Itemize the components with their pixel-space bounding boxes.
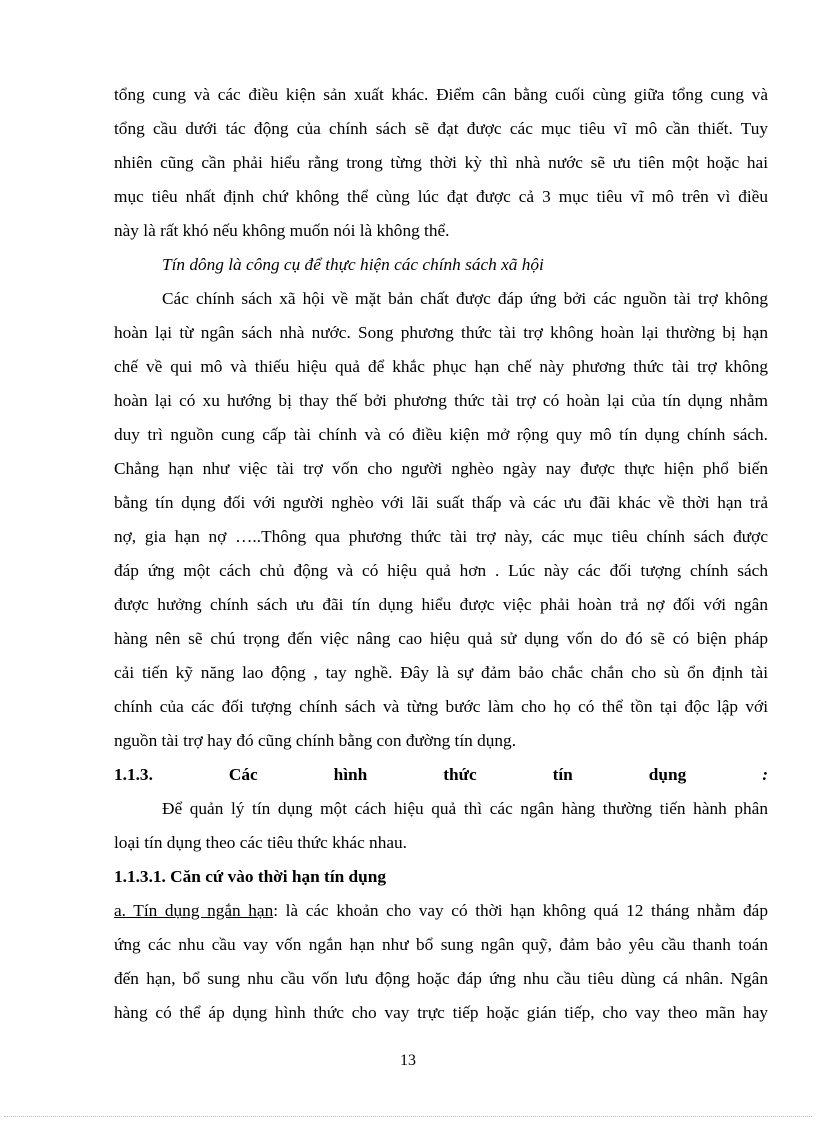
paragraph-line: được hưởng chính sách ưu đãi tín dụng hiểu được việc phải hoàn trả nợ đối với ngân	[114, 595, 768, 614]
paragraph-line: Chẳng hạn như việc tài trợ vốn cho người nghèo ngày nay được thực hiện phổ biến	[114, 459, 768, 478]
paragraph-line: hàng có thể áp dụng hình thức cho vay trực tiếp hoặc gián tiếp, cho vay theo mãn hay	[114, 1003, 768, 1022]
paragraph-line: ứng các nhu cầu vay vốn ngắn hạn như bổ sung ngân quỹ, đảm bảo yêu cầu thanh toán	[114, 935, 768, 954]
section-number: 1.1.3.	[114, 765, 153, 784]
section-word: Các	[228, 765, 258, 784]
paragraph-line: Để quản lý tín dụng một cách hiệu quả thì các ngân hàng thường tiến hành phân	[162, 799, 768, 818]
paragraph-line: chế về qui mô và thiếu hiệu quả để khắc phục hạn chế này phương thức tài trợ không	[114, 357, 768, 376]
paragraph-line: đến hạn, bổ sung nhu cầu vốn lưu động hoặc đáp ứng nhu cầu tiêu dùng cá nhân. Ngân	[114, 969, 768, 988]
paragraph-line: chính của các đối tượng chính sách và từng bước làm cho họ có thể tồn tại độc lập với	[114, 697, 768, 716]
section-word: dụng	[648, 765, 687, 784]
paragraph-line: này là rất khó nếu không muốn nói là không thể.	[114, 221, 450, 240]
section-word: thức	[443, 765, 477, 784]
page-bottom-divider	[4, 1116, 812, 1117]
paragraph-line: cải tiến kỹ năng lao động , tay nghề. Đây là sự đảm bảo chắc chắn cho sù ổn định tài	[114, 663, 768, 682]
section-word: :	[762, 765, 768, 784]
paragraph-line: đáp ứng một cách chủ động và có hiệu quả hơn . Lúc này các đối tượng chính sách	[114, 561, 768, 580]
paragraph-line: mục tiêu nhất định chứ không thể cùng lúc đạt được cả 3 mục tiêu vĩ mô trên vì điều	[114, 187, 768, 206]
term-label: a. Tín dụng ngắn hạn	[114, 901, 274, 920]
paragraph-line: hoàn lại từ ngân sách nhà nước. Song phương thức tài trợ không hoàn lại thường bị hạn	[114, 323, 768, 342]
paragraph-line: hàng nên sẽ chú trọng đến việc nâng cao hiệu quả sử dụng vốn do đó sẽ có biện pháp	[114, 629, 768, 648]
paragraph-line: Các chính sách xã hội về mặt bản chất được đáp ứng bởi các nguồn tài trợ không	[162, 289, 768, 308]
paragraph-line: nhiên cũng cần phải hiểu rằng trong từng thời kỳ thì nhà nước sẽ ưu tiên một hoặc hai	[114, 153, 768, 172]
paragraph-line: duy trì nguồn cung cấp tài chính và có điều kiện mở rộng quy mô tín dụng chính sách.	[114, 425, 768, 444]
paragraph-line: hoàn lại có xu hướng bị thay thế bởi phương thức tài trợ có hoàn lại của tín dụng nhằm	[114, 391, 768, 410]
paragraph-line: loại tín dụng theo các tiêu thức khác nhau.	[114, 833, 407, 852]
paragraph-line: nợ, gia hạn nợ …..Thông qua phương thức tài trợ này, các mục tiêu chính sách được	[114, 527, 768, 546]
paragraph-line: bằng tín dụng đối với người nghèo với lãi suất thấp và các ưu đãi khác về thời hạn trả	[114, 493, 768, 512]
paragraph-line: tổng cung và các điều kiện sản xuất khác. Điểm cân bằng cuối cùng giữa tổng cung và	[114, 85, 768, 104]
section-heading	[114, 758, 768, 792]
paragraph-line: nguồn tài trợ hay đó cũng chính bằng con đường tín dụng.	[114, 731, 517, 750]
section-word: hình	[333, 765, 368, 784]
page-number: 13	[400, 1052, 416, 1069]
paragraph-line: tổng cầu dưới tác động của chính sách sẽ đạt được các mục tiêu vĩ mô cần thiết. Tuy	[114, 119, 768, 138]
term-definition: : là các khoản cho vay có thời hạn không quá 12 tháng nhằm đáp	[273, 901, 768, 920]
paragraph-line	[114, 894, 768, 928]
body-text	[114, 78, 768, 1030]
italic-subheading: Tín dông là công cụ để thực hiện các chính sách xã hội	[162, 255, 544, 274]
subsection-heading: 1.1.3.1. Căn cứ vào thời hạn tín dụng	[114, 867, 387, 886]
section-word: tín	[552, 765, 573, 784]
